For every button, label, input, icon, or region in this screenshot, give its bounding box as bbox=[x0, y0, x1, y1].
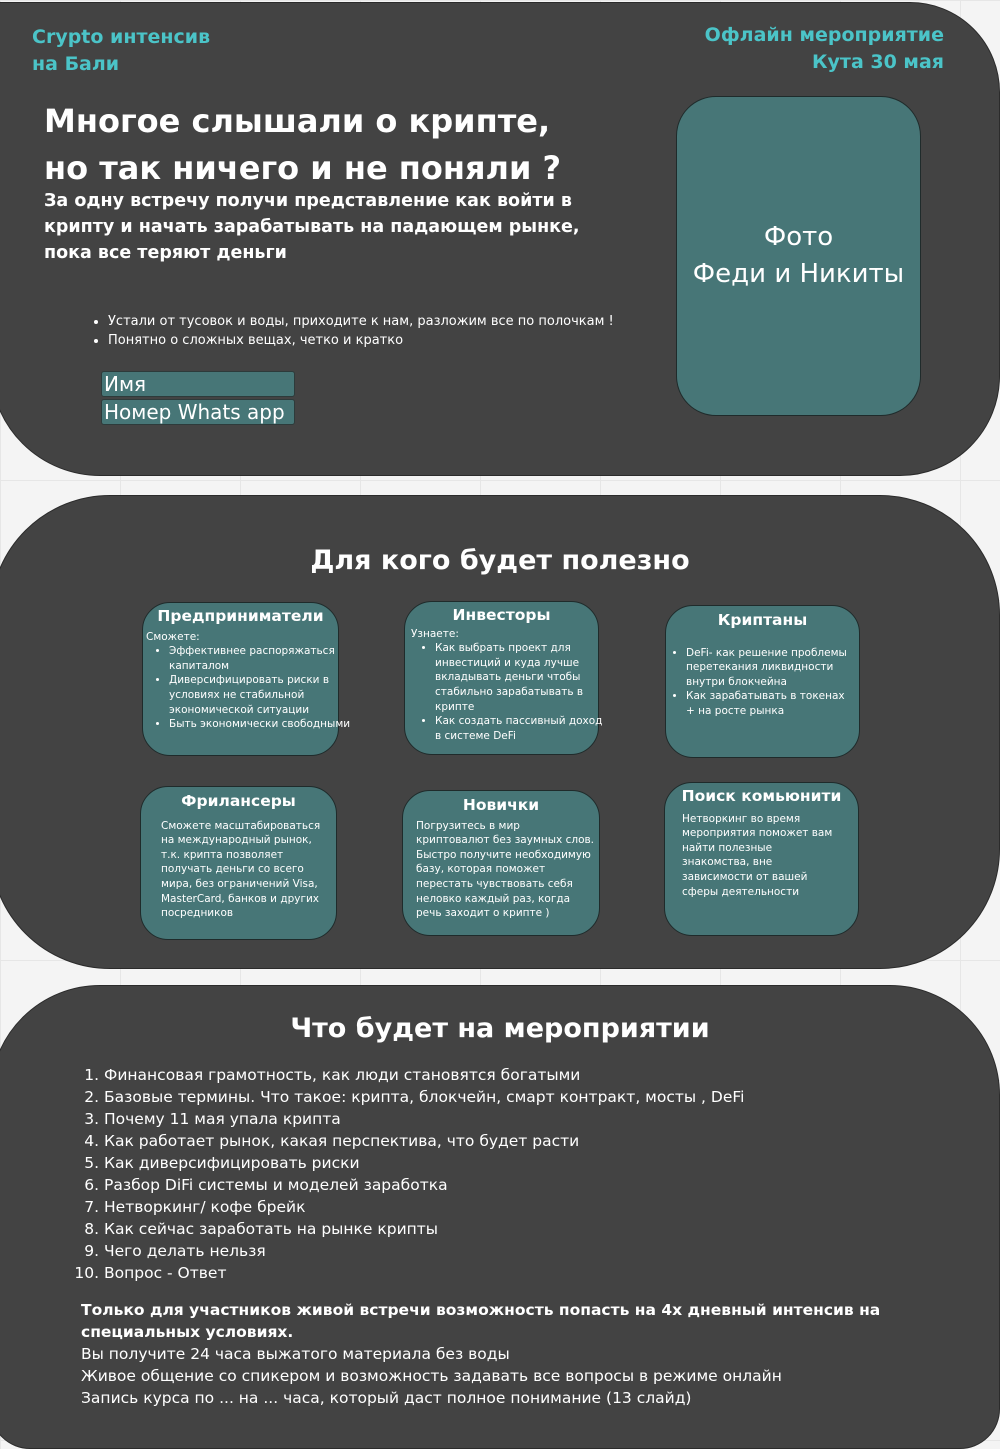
event-tag-line: на Бали bbox=[32, 53, 120, 75]
event-format: Офлайн мероприятие bbox=[704, 24, 944, 46]
list-item: 1. Финансовая грамотность, как люди становятся богатыми bbox=[104, 1064, 744, 1086]
card-text-line: Погрузитесь в мир криптовалют без заумных слов. bbox=[416, 819, 595, 847]
list-item: 3. Почему 11 мая упала крипта bbox=[104, 1108, 744, 1130]
offer-line: Запись курса по ... на ... часа, который даст полное понимание (13 слайд) bbox=[81, 1389, 692, 1407]
card-title: Инвесторы bbox=[452, 606, 551, 624]
card-text: Нетворкинг во время мероприятия поможет вам найти полезные знакомства, вне зависимости от вашей сферы деятельности bbox=[682, 812, 833, 898]
whatsapp-input[interactable]: Номер Whats app bbox=[101, 399, 295, 425]
hero-title-line: но так ничего и не поняли ? bbox=[44, 149, 562, 187]
audience-card-investors bbox=[404, 601, 603, 755]
list-item: • Как выбрать проект для инвестиций и куда лучше вкладывать деньги чтобы стабильно зарабатывать в крипте bbox=[435, 641, 607, 714]
offer-line: Вы получите 24 часа выжатого материала без воды bbox=[81, 1345, 510, 1363]
list-item: • Как создать пассивный доход в системе DeFi bbox=[435, 714, 607, 743]
hero-subtitle: За одну встречу получи представление как войти в крипту и начать зарабатывать на падающем рынке, пока все теряют деньги bbox=[44, 191, 580, 263]
list-item: 6. Разбор DiFi системы и моделей заработка bbox=[104, 1174, 744, 1196]
list-item: • Как зарабатывать в токенах + на росте рынка bbox=[686, 689, 850, 718]
offer-line: Живое общение со спикером и возможность задавать все вопросы в режиме онлайн bbox=[81, 1367, 782, 1385]
card-list bbox=[143, 644, 359, 732]
audience-card-beginners bbox=[402, 790, 600, 936]
audience-card-freelancers bbox=[140, 786, 337, 940]
card-list bbox=[666, 646, 850, 719]
card-title: Новички bbox=[462, 796, 540, 814]
list-item: 4. Как работает рынок, какая перспектива, что будет расти bbox=[104, 1130, 744, 1152]
event-tag-left bbox=[32, 24, 210, 78]
list-item: 7. Нетворкинг/ кофе брейк bbox=[104, 1196, 744, 1218]
list-item: • Быть экономически свободными bbox=[169, 717, 359, 732]
hero-title bbox=[44, 98, 561, 192]
photo-placeholder bbox=[676, 96, 921, 416]
card-text: Сможете масштабироваться на международный рынок, т.к. крипта позволяет получать деньги со всего мира, без ограничений Visa, MasterCard, банков и других посредников bbox=[161, 819, 321, 920]
audience-card-entrepreneurs bbox=[142, 602, 351, 756]
list-item: 5. Как диверсифицировать риски bbox=[104, 1152, 744, 1174]
list-item: • Эффективнее распоряжаться капиталом bbox=[169, 644, 359, 673]
event-tag-line: Crypto интенсив bbox=[32, 26, 211, 48]
list-item: • Устали от тусовок и воды, приходите к нам, разложим все по полочкам ! bbox=[108, 312, 614, 331]
event-tag-right bbox=[705, 22, 944, 76]
card-title: Фрилансеры bbox=[181, 792, 296, 810]
card-text bbox=[403, 819, 596, 921]
list-item: • Диверсифицировать риски в условиях не стабильной экономической ситуации bbox=[169, 673, 359, 717]
hero-title-line: Многое слышали о крипте, bbox=[44, 102, 551, 140]
offer-headline: Только для участников живой встречи возможность попасть на 4х дневный интенсив на специальных условиях. bbox=[81, 1301, 881, 1341]
offer-block bbox=[81, 1299, 901, 1409]
list-item: • DeFi- как решение проблемы перетекания ликвидности внутри блокчейна bbox=[686, 646, 850, 690]
list-item: 9. Чего делать нельзя bbox=[104, 1240, 744, 1262]
photo-caption: Феди и Никиты bbox=[692, 259, 905, 289]
card-text-line: Быстро получите необходимую базу, которая поможет перестать чувствовать себя неловко каждый раз, когда речь заходит о крипте ) bbox=[416, 848, 591, 920]
program-title: Что будет на мероприятии bbox=[290, 1013, 710, 1044]
name-input[interactable]: Имя bbox=[101, 371, 295, 397]
audience-card-community bbox=[664, 782, 859, 936]
audience-card-cryptans bbox=[665, 605, 860, 758]
list-item: 10. Вопрос - Ответ bbox=[104, 1262, 744, 1284]
photo-caption: Фото bbox=[763, 222, 834, 252]
card-lead: Узнаете: bbox=[411, 627, 459, 640]
list-item: 8. Как сейчас заработать на рынке крипты bbox=[104, 1218, 744, 1240]
card-list bbox=[405, 641, 607, 743]
audience-title: Для кого будет полезно bbox=[310, 545, 690, 576]
card-title: Криптаны bbox=[717, 611, 808, 629]
hero-bullets bbox=[90, 312, 614, 350]
list-item: • Понятно о сложных вещах, четко и кратко bbox=[108, 331, 614, 350]
list-item: 2. Базовые термины. Что такое: крипта, блокчейн, смарт контракт, мосты , DeFi bbox=[104, 1086, 744, 1108]
event-location-date: Кута 30 мая bbox=[812, 51, 944, 73]
card-title: Предприниматели bbox=[157, 607, 324, 625]
card-title: Поиск комьюнити bbox=[681, 787, 842, 805]
agenda-list bbox=[78, 1064, 744, 1284]
card-lead: Сможете: bbox=[146, 630, 200, 643]
